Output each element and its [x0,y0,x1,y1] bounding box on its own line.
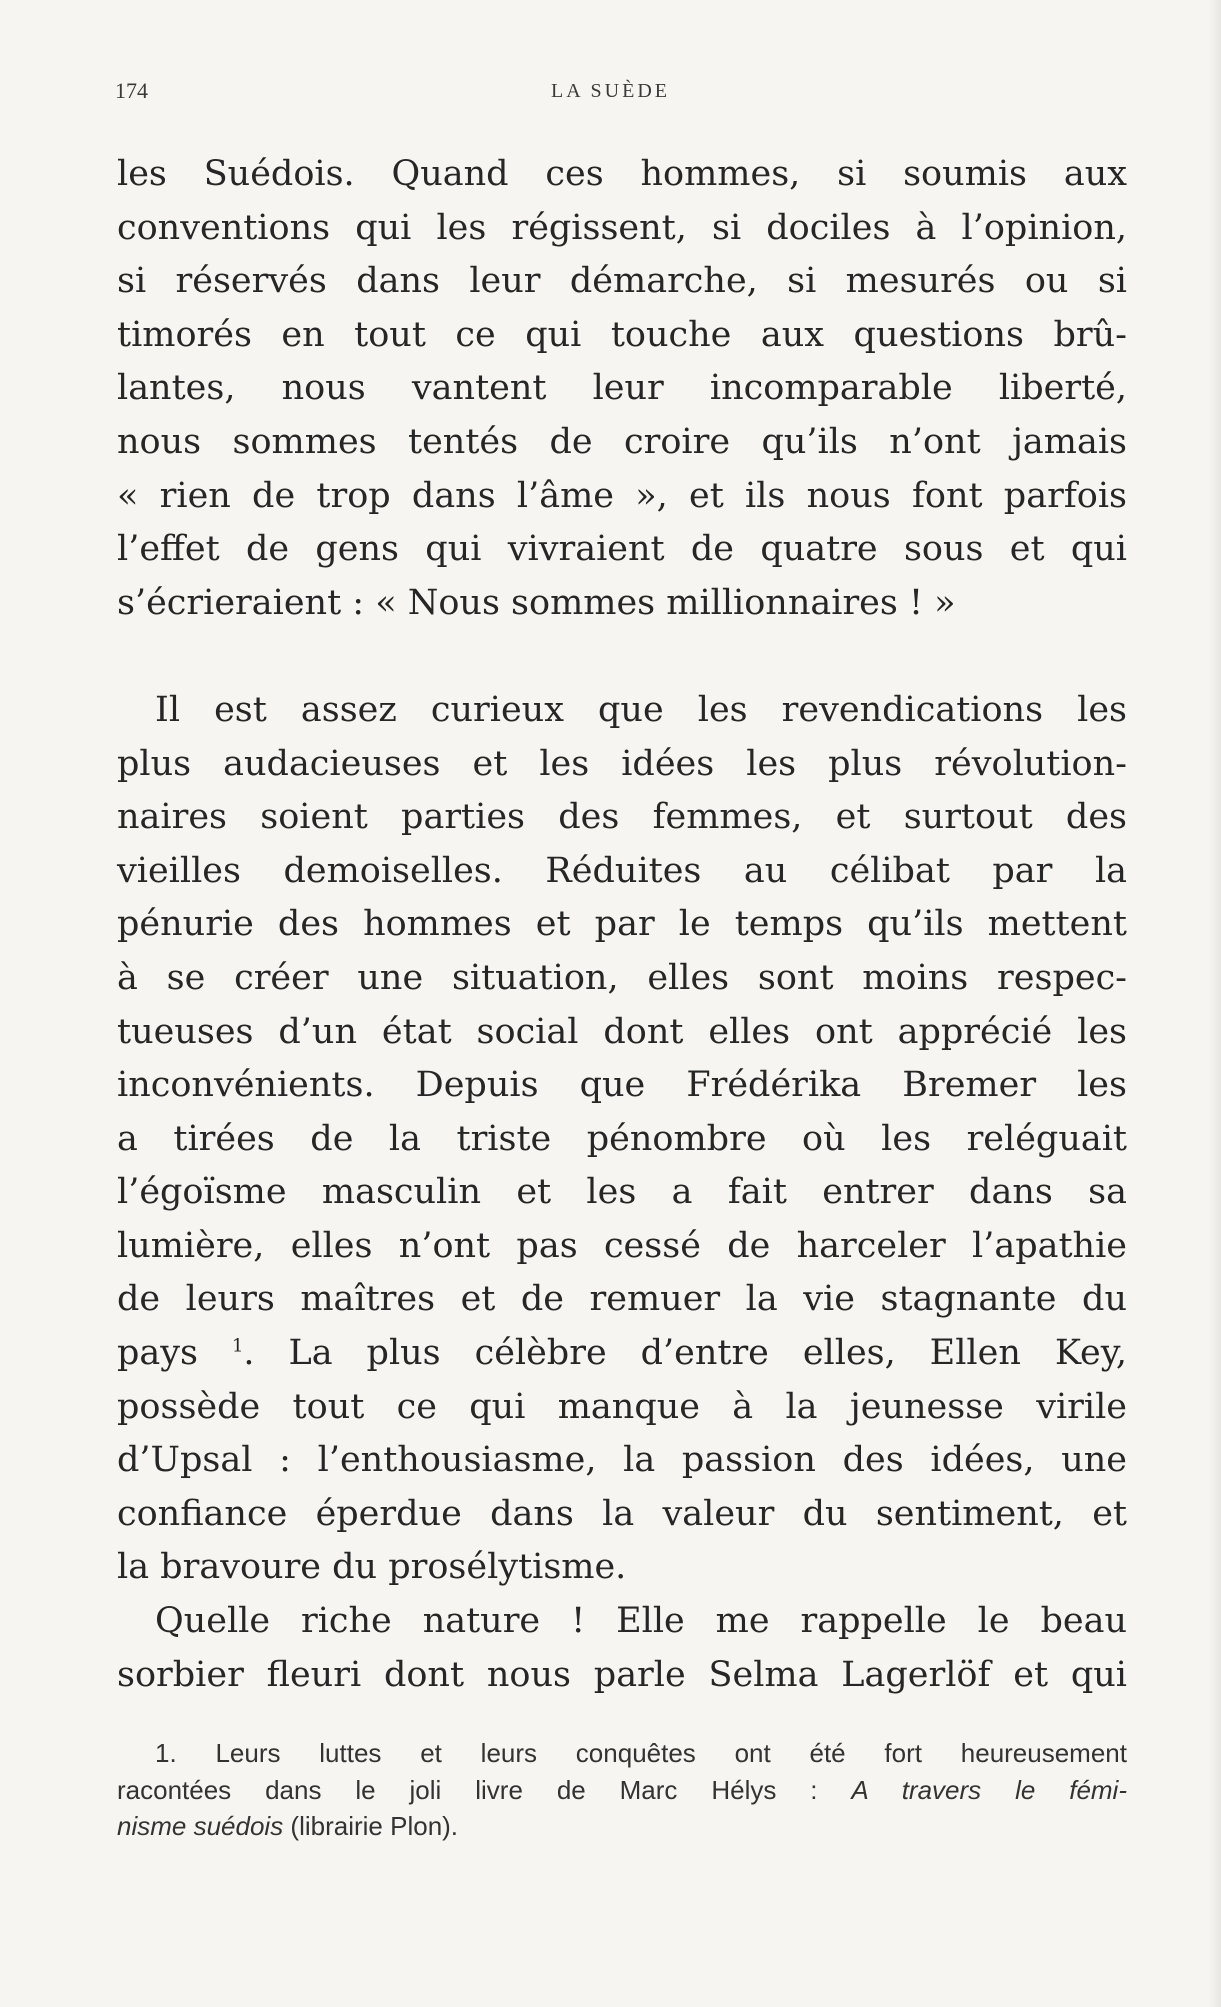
footnote-reference[interactable]: 1 [231,1335,244,1357]
text-line: sorbier fleuri dont nous parle Selma Lagerlöf et qui [117,1654,1127,1695]
text-fragment: pays [117,1333,199,1374]
page-edge-shadow [1209,0,1221,2007]
text-line: possède tout ce qui manque à la jeunesse virile [117,1386,1127,1427]
text-line: naires soient parties des femmes, et surtout des [117,797,1127,838]
text-line: timorés en tout ce qui touche aux questions brû- [117,314,1127,355]
footnote-line: 1. Leurs luttes et leurs conquêtes ont été fort heureusement [155,1738,1127,1768]
text-line: conventions qui les régissent, si dociles à l’opinion, [117,207,1127,248]
footnote-line [117,1808,1127,1845]
paragraph-gap [117,630,1127,684]
text-line: a tirées de la triste pénombre où les reléguait [117,1118,1127,1159]
running-title: LA SUÈDE [551,80,670,102]
text-line: Il est assez curieux que les revendications les [155,689,1127,730]
text-line: plus audacieuses et les idées les plus révolution- [117,743,1127,784]
body-text [117,148,1127,1702]
text-line: tueuses d’un état social dont elles ont apprécié les [117,1011,1127,1052]
text-line: nous sommes tentés de croire qu’ils n’ont jamais [117,421,1127,462]
text-line: d’Upsal : l’enthousiasme, la passion des idées, une [117,1440,1127,1481]
text-line: Quelle riche nature ! Elle me rappelle le beau [155,1601,1127,1642]
text-line: « rien de trop dans l’âme », et ils nous font parfois [117,475,1127,516]
text-line: les Suédois. Quand ces hommes, si soumis aux [117,154,1127,194]
text-line: à se créer une situation, elles sont moins respec- [117,957,1127,998]
text-line: confiance éperdue dans la valeur du sentiment, et [117,1493,1127,1534]
footnote-line [117,1772,1127,1809]
text-line: inconvénients. Depuis que Frédérika Bremer les [117,1065,1127,1106]
text-line: lumière, elles n’ont pas cessé de harceler l’apathie [117,1225,1127,1266]
text-line-with-footnote-ref [117,1327,1127,1381]
footnote-text: racontées dans le joli livre de Marc Hélys : [117,1774,852,1805]
text-line: de leurs maîtres et de remuer la vie stagnante du [117,1279,1127,1320]
text-line: vieilles demoiselles. Réduites au célibat par la [117,850,1127,891]
footnote [117,1735,1127,1845]
text-line: la bravoure du prosélytisme. [117,1547,627,1588]
footnote-text: (librairie Plon). [283,1811,459,1841]
text-line: l’effet de gens qui vivraient de quatre sous et qui [117,529,1127,570]
book-title: nisme suédois [117,1811,284,1841]
book-title: A travers le fémi- [851,1774,1127,1805]
text-line: si réservés dans leur démarche, si mesurés ou si [117,261,1127,302]
text-line: s’écrieraient : « Nous sommes millionnaires ! » [117,582,956,623]
text-line: pénurie des hommes et par le temps qu’ils mettent [117,904,1127,945]
page-number: 174 [115,78,148,103]
text-line: lantes, nous vantent leur incomparable liberté, [117,368,1127,409]
text-fragment: . La plus célèbre d’entre elles, Ellen Key, [243,1333,1127,1374]
text-line: l’égoïsme masculin et les a fait entrer dans sa [117,1172,1127,1213]
